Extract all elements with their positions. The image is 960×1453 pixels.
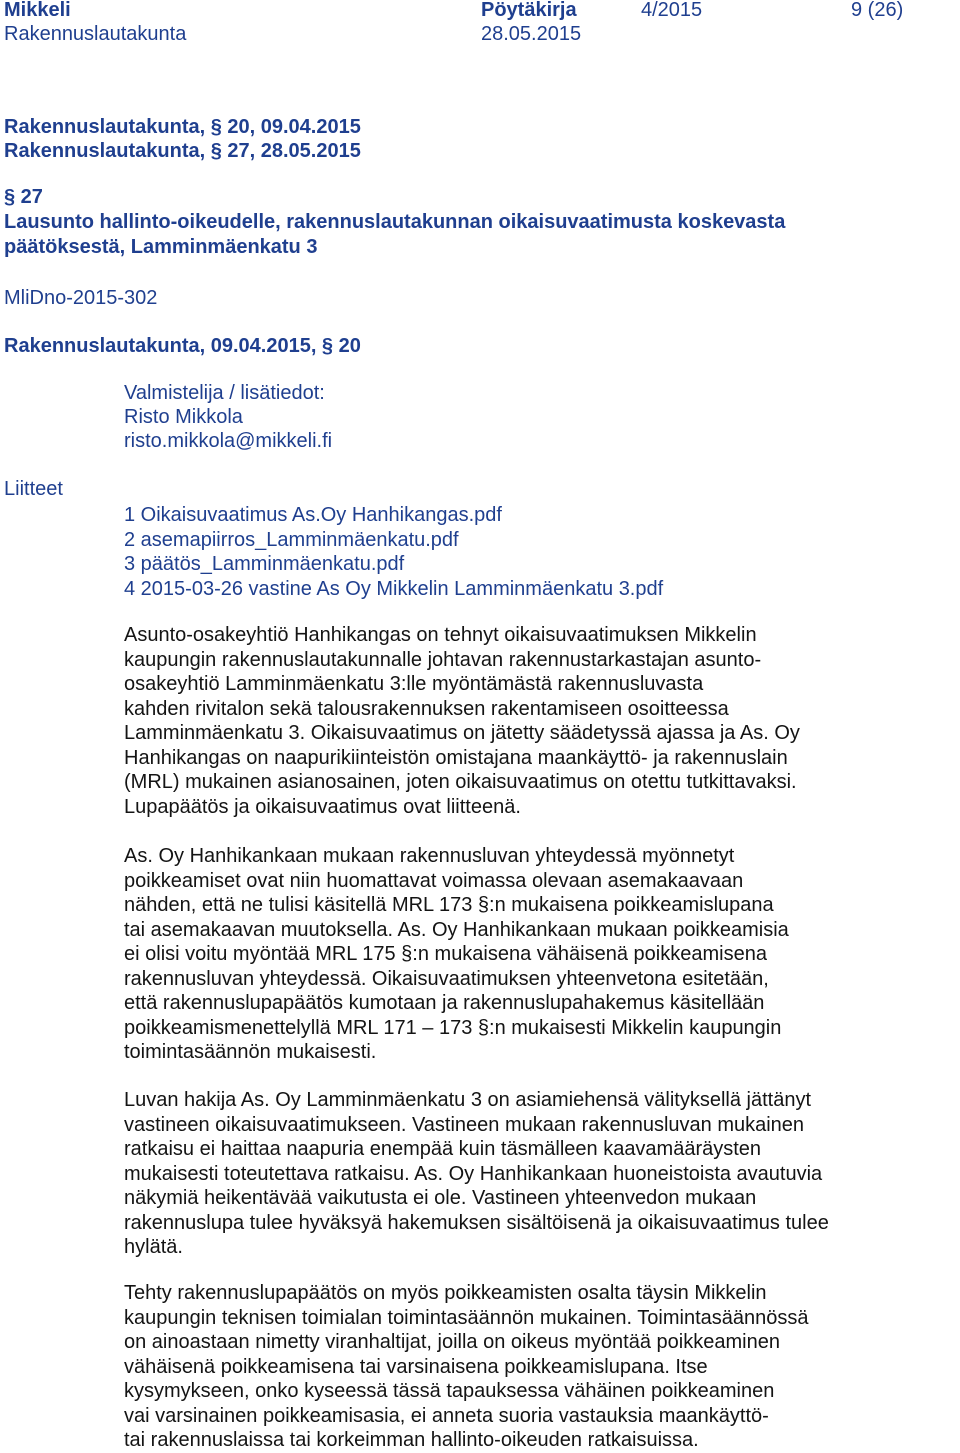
preparer-name: Risto Mikkola (124, 406, 243, 428)
paragraph-line: rakennuslupa tulee hyväksyä hakemuksen sisältöisenä ja oikaisuvaatimus tulee (124, 1211, 829, 1234)
paragraph-line: tai rakennuslaissa tai korkeimman hallinto-oikeuden ratkaisuissa. (124, 1429, 699, 1452)
header-organization: Mikkeli (4, 0, 71, 21)
paragraph (124, 623, 944, 819)
attachment-item: 1 Oikaisuvaatimus As.Oy Hanhikangas.pdf (124, 504, 502, 526)
paragraph (124, 1088, 944, 1260)
paragraph-line: Lupapäätös ja oikaisuvaatimus ovat liitteenä. (124, 795, 521, 818)
section-number: § 27 (4, 186, 43, 208)
paragraph-line: As. Oy Hanhikankaan mukaan rakennusluvan yhteydessä myönnetyt (124, 845, 735, 867)
paragraph-line: Hanhikangas on naapurikiinteistön omistajana maankäyttö- ja rakennuslain (124, 746, 788, 769)
paragraph-line: poikkeamismenettelyllä MRL 171 – 173 §:n mukaisesti Mikkelin kaupungin (124, 1016, 782, 1039)
paragraph-line: että rakennuslupapäätös kumotaan ja rakennuslupahakemus käsitellään (124, 992, 765, 1015)
header-body: Rakennuslautakunta (4, 23, 187, 45)
paragraph-line: vähäisenä poikkeamisena tai varsinaisena poikkeamislupana. Itse (124, 1355, 708, 1378)
preparer-email: risto.mikkola@mikkeli.fi (124, 430, 333, 452)
header-page-number: 9 (26) (851, 0, 904, 21)
paragraph-line: on ainoastaan nimetty viranhaltijat, joilla on oikeus myöntää poikkeaminen (124, 1331, 780, 1354)
handling-history (4, 115, 361, 163)
paragraph-line: hylätä. (124, 1236, 183, 1259)
paragraph-line: vai varsinainen poikkeamisasia, ei anneta suoria vastauksia maankäyttö- (124, 1404, 769, 1427)
history-entry: Rakennuslautakunta, § 20, 09.04.2015 (4, 116, 361, 138)
paragraph-line: mukaisesti toteutettava ratkaisu. As. Oy Hanhikankaan huoneistoista avautuvia (124, 1162, 823, 1185)
paragraph-line: poikkeamiset ovat niin huomattavat voimassa olevaan asemakaavaan (124, 869, 744, 892)
history-entry: Rakennuslautakunta, § 27, 28.05.2015 (4, 140, 361, 162)
paragraph (124, 1281, 944, 1453)
paragraph-line: toimintasäännön mukaisesti. (124, 1041, 377, 1064)
section-title-line: päätöksestä, Lamminmäenkatu 3 (4, 236, 318, 258)
paragraph-line: vastineen oikaisuvaatimukseen. Vastineen mukaan rakennusluvan mukainen (124, 1113, 805, 1136)
paragraph-line: Tehty rakennuslupapäätös on myös poikkeamisten osalta täysin Mikkelin (124, 1282, 767, 1304)
preparer-info (124, 381, 332, 453)
section-title (4, 210, 785, 260)
paragraph-line: tai asemakaavan muutoksella. As. Oy Hanhikankaan mukaan poikkeamisia (124, 918, 789, 941)
preparer-label: Valmistelija / lisätiedot: (124, 382, 325, 404)
header-date: 28.05.2015 (481, 23, 582, 45)
paragraph-line: kahden rivitalon sekä talousrakennuksen rakentamiseen osoitteessa (124, 697, 729, 720)
paragraph-line: (MRL) mukainen asianosainen, joten oikaisuvaatimus on otettu tutkittavaksi. (124, 771, 797, 794)
paragraph-line: kaupungin teknisen toimialan toimintasäännön mukainen. Toimintasäännössä (124, 1306, 809, 1329)
attachment-item: 2 asemapiirros_Lamminmäenkatu.pdf (124, 528, 459, 551)
header-meeting-number: 4/2015 (641, 0, 703, 21)
paragraph-line: nähden, että ne tulisi käsitellä MRL 173 §:n mukaisena poikkeamislupana (124, 894, 774, 917)
section-title-line: Lausunto hallinto-oikeudelle, rakennuslautakunnan oikaisuvaatimusta koskevasta (4, 211, 786, 233)
attachment-item: 4 2015-03-26 vastine As Oy Mikkelin Lamminmäenkatu 3.pdf (124, 577, 664, 600)
attachment-item: 3 päätös_Lamminmäenkatu.pdf (124, 553, 405, 576)
header-document-type: Pöytäkirja (481, 0, 577, 21)
paragraph-line: kysymykseen, onko kyseessä tässä tapauksessa vähäinen poikkeaminen (124, 1380, 775, 1403)
attachments-list (124, 503, 663, 601)
paragraph-line: kaupungin rakennuslautakunnalle johtavan rakennustarkastajan asunto- (124, 648, 762, 671)
previous-handling: Rakennuslautakunta, 09.04.2015, § 20 (4, 335, 361, 357)
paragraph-line: ratkaisu ei haittaa naapuria enempää kuin täsmälleen kaavamääräysten (124, 1138, 762, 1161)
diary-number: MliDno-2015-302 (4, 287, 158, 309)
paragraph-line: ei olisi voitu myöntää MRL 175 §:n mukaisena vähäisenä poikkeamisena (124, 943, 767, 966)
paragraph-line: näkymiä heikentävää vaikutusta ei ole. Vastineen yhteenvedon mukaan (124, 1187, 757, 1210)
paragraph-line: Lamminmäenkatu 3. Oikaisuvaatimus on jätetty säädetyssä ajassa ja As. Oy (124, 722, 800, 745)
paragraph (124, 844, 944, 1065)
attachments-label: Liitteet (4, 478, 63, 500)
paragraph-line: osakeyhtiö Lamminmäenkatu 3:lle myöntämästä rakennusluvasta (124, 673, 704, 696)
paragraph-line: Asunto-osakeyhtiö Hanhikangas on tehnyt oikaisuvaatimuksen Mikkelin (124, 624, 757, 646)
paragraph-line: rakennusluvan yhteydessä. Oikaisuvaatimuksen yhteenvetona esitetään, (124, 967, 769, 990)
paragraph-line: Luvan hakija As. Oy Lamminmäenkatu 3 on asiamiehensä välityksellä jättänyt (124, 1089, 812, 1111)
